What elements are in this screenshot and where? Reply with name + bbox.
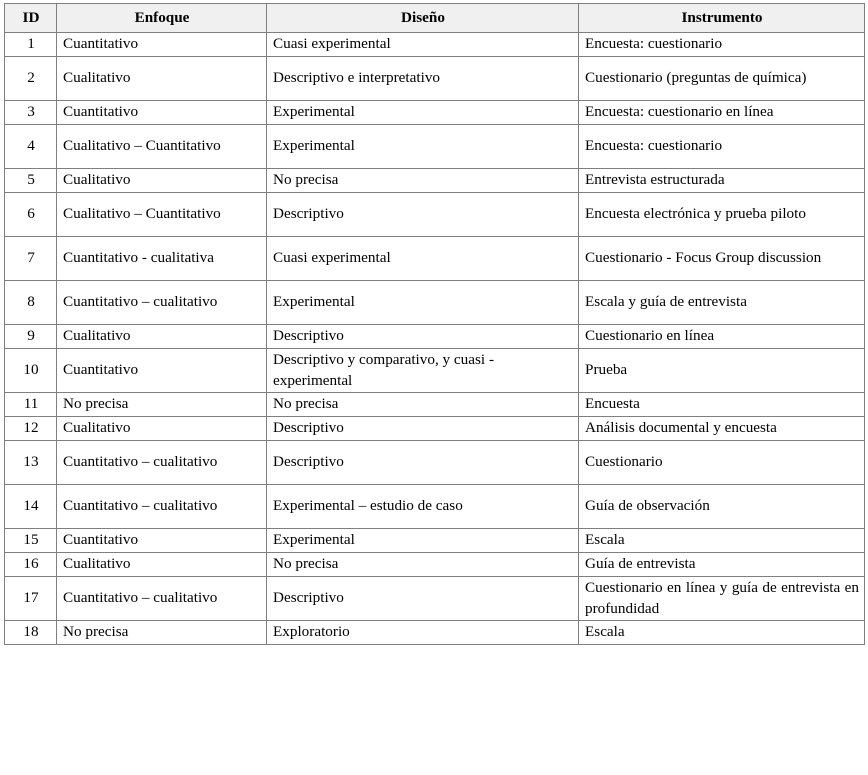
cell-diseno-text: Descriptivo y comparativo, y cuasi - experimental <box>273 351 494 389</box>
cell-instrumento-text: Cuestionario en línea <box>585 327 715 345</box>
cell-enfoque-text: No precisa <box>63 395 129 413</box>
cell-enfoque <box>57 193 267 237</box>
cell-id <box>5 193 57 237</box>
cell-instrumento <box>579 393 865 417</box>
cell-instrumento <box>579 281 865 325</box>
cell-instrumento-text: Cuestionario (preguntas de química) <box>585 69 807 87</box>
cell-id <box>5 57 57 101</box>
cell-instrumento <box>579 349 865 393</box>
cell-enfoque-text: Cuantitativo – cualitativo <box>63 497 218 515</box>
table-row <box>5 485 865 529</box>
cell-instrumento-text: Encuesta <box>585 395 640 413</box>
cell-diseno-text: No precisa <box>273 395 339 413</box>
cell-instrumento-text: Escala <box>585 531 625 549</box>
cell-id <box>5 553 57 577</box>
cell-diseno <box>267 621 579 645</box>
cell-enfoque-text: Cualitativo – Cuantitativo <box>63 137 221 155</box>
cell-id <box>5 169 57 193</box>
cell-id-text: 7 <box>27 249 35 267</box>
cell-id-text: 8 <box>27 293 35 311</box>
cell-instrumento <box>579 621 865 645</box>
cell-enfoque-text: Cualitativo <box>63 419 131 437</box>
table-row <box>5 393 865 417</box>
cell-enfoque-text: Cualitativo <box>63 555 131 573</box>
table-row <box>5 169 865 193</box>
cell-enfoque-text: Cuantitativo <box>63 35 139 53</box>
cell-id-text: 17 <box>23 589 39 607</box>
table-row <box>5 101 865 125</box>
cell-id <box>5 621 57 645</box>
table-row <box>5 193 865 237</box>
column-header-diseno: Diseño <box>267 4 579 33</box>
cell-enfoque <box>57 101 267 125</box>
cell-id-text: 6 <box>27 205 35 223</box>
table-row <box>5 125 865 169</box>
cell-instrumento <box>579 101 865 125</box>
cell-id-text: 3 <box>27 103 35 121</box>
cell-enfoque-text: Cuantitativo <box>63 103 139 121</box>
cell-diseno-text: Descriptivo e interpretativo <box>273 69 441 87</box>
cell-diseno <box>267 485 579 529</box>
table-header <box>5 4 865 33</box>
table-row <box>5 325 865 349</box>
cell-instrumento <box>579 529 865 553</box>
cell-diseno <box>267 33 579 57</box>
cell-instrumento <box>579 237 865 281</box>
cell-diseno-text: Cuasi experimental <box>273 35 391 53</box>
table-row <box>5 529 865 553</box>
cell-instrumento <box>579 33 865 57</box>
cell-id <box>5 577 57 621</box>
cell-instrumento-text: Guía de entrevista <box>585 555 696 573</box>
research-methods-table <box>4 3 865 645</box>
cell-id <box>5 325 57 349</box>
cell-diseno-text: Descriptivo <box>273 205 344 223</box>
table-row <box>5 281 865 325</box>
cell-instrumento <box>579 57 865 101</box>
cell-instrumento <box>579 417 865 441</box>
column-header-enfoque: Enfoque <box>57 4 267 33</box>
cell-enfoque-text: Cuantitativo <box>63 531 139 549</box>
cell-id <box>5 125 57 169</box>
cell-enfoque-text: Cualitativo <box>63 327 131 345</box>
cell-enfoque <box>57 577 267 621</box>
cell-id-text: 10 <box>23 361 39 379</box>
cell-diseno <box>267 101 579 125</box>
cell-id-text: 11 <box>23 395 39 413</box>
cell-enfoque <box>57 57 267 101</box>
cell-diseno-text: Cuasi experimental <box>273 249 391 267</box>
cell-enfoque-text: Cualitativo <box>63 171 131 189</box>
table-row <box>5 417 865 441</box>
cell-diseno-text: Experimental <box>273 137 355 155</box>
cell-id-text: 2 <box>27 69 35 87</box>
cell-diseno-text: Experimental <box>273 103 355 121</box>
cell-diseno <box>267 349 579 393</box>
cell-id-text: 15 <box>23 531 39 549</box>
cell-instrumento <box>579 325 865 349</box>
cell-id-text: 13 <box>23 453 39 471</box>
cell-id-text: 1 <box>27 35 35 53</box>
cell-diseno-text: No precisa <box>273 555 339 573</box>
cell-instrumento <box>579 441 865 485</box>
cell-diseno <box>267 169 579 193</box>
cell-diseno <box>267 441 579 485</box>
cell-diseno <box>267 577 579 621</box>
cell-id <box>5 33 57 57</box>
cell-diseno-text: Experimental <box>273 293 355 311</box>
cell-enfoque <box>57 393 267 417</box>
cell-diseno <box>267 125 579 169</box>
table-row <box>5 349 865 393</box>
cell-enfoque-text: No precisa <box>63 623 129 641</box>
cell-enfoque <box>57 441 267 485</box>
cell-diseno-text: Descriptivo <box>273 589 344 607</box>
column-header-instrumento: Instrumento <box>579 4 865 33</box>
cell-diseno <box>267 237 579 281</box>
table-row <box>5 33 865 57</box>
cell-id-text: 18 <box>23 623 39 641</box>
cell-enfoque-text: Cuantitativo <box>63 361 139 379</box>
cell-instrumento <box>579 577 865 621</box>
cell-enfoque <box>57 281 267 325</box>
cell-instrumento <box>579 125 865 169</box>
cell-diseno <box>267 417 579 441</box>
column-header-id: ID <box>5 4 57 33</box>
cell-id-text: 5 <box>27 171 35 189</box>
cell-instrumento-text: Escala <box>585 623 625 641</box>
cell-instrumento <box>579 553 865 577</box>
cell-instrumento-text: Encuesta: cuestionario <box>585 35 723 53</box>
cell-enfoque <box>57 33 267 57</box>
table-row <box>5 441 865 485</box>
table-row <box>5 577 865 621</box>
cell-id <box>5 349 57 393</box>
cell-diseno <box>267 325 579 349</box>
cell-id <box>5 237 57 281</box>
cell-id-text: 16 <box>23 555 39 573</box>
cell-id <box>5 441 57 485</box>
cell-enfoque <box>57 485 267 529</box>
cell-diseno-text: Experimental <box>273 531 355 549</box>
cell-id-text: 14 <box>23 497 39 515</box>
cell-enfoque-text: Cuantitativo – cualitativo <box>63 589 218 607</box>
cell-enfoque <box>57 553 267 577</box>
table-row <box>5 237 865 281</box>
cell-diseno <box>267 393 579 417</box>
cell-id-text: 4 <box>27 137 35 155</box>
cell-id <box>5 417 57 441</box>
cell-instrumento-text: Escala y guía de entrevista <box>585 293 747 311</box>
cell-id <box>5 281 57 325</box>
cell-diseno <box>267 193 579 237</box>
cell-diseno-text: Descriptivo <box>273 327 344 345</box>
cell-id-text: 12 <box>23 419 39 437</box>
cell-instrumento-text: Cuestionario en línea y guía de entrevista en profundidad <box>585 579 859 617</box>
cell-enfoque-text: Cuantitativo – cualitativo <box>63 293 218 311</box>
cell-instrumento <box>579 193 865 237</box>
header-row <box>5 4 865 33</box>
table-row <box>5 553 865 577</box>
cell-diseno-text: No precisa <box>273 171 339 189</box>
cell-enfoque <box>57 529 267 553</box>
cell-instrumento-text: Cuestionario - Focus Group discussion <box>585 249 822 267</box>
cell-instrumento-text: Guía de observación <box>585 497 710 515</box>
cell-enfoque <box>57 237 267 281</box>
cell-diseno <box>267 529 579 553</box>
cell-instrumento-text: Encuesta: cuestionario <box>585 137 723 155</box>
cell-diseno <box>267 57 579 101</box>
cell-enfoque <box>57 325 267 349</box>
table-row <box>5 57 865 101</box>
cell-diseno-text: Descriptivo <box>273 453 344 471</box>
cell-enfoque <box>57 169 267 193</box>
cell-instrumento-text: Entrevista estructurada <box>585 171 725 189</box>
cell-enfoque <box>57 417 267 441</box>
cell-diseno-text: Experimental – estudio de caso <box>273 497 463 515</box>
cell-diseno <box>267 281 579 325</box>
cell-enfoque-text: Cualitativo <box>63 69 131 87</box>
cell-instrumento-text: Encuesta: cuestionario en línea <box>585 103 774 121</box>
cell-diseno <box>267 553 579 577</box>
cell-id <box>5 485 57 529</box>
cell-instrumento <box>579 485 865 529</box>
cell-id-text: 9 <box>27 327 35 345</box>
cell-enfoque <box>57 349 267 393</box>
cell-id <box>5 393 57 417</box>
cell-instrumento-text: Prueba <box>585 361 628 379</box>
cell-enfoque-text: Cuantitativo – cualitativo <box>63 453 218 471</box>
cell-id <box>5 529 57 553</box>
cell-instrumento-text: Cuestionario <box>585 453 663 471</box>
cell-instrumento-text: Análisis documental y encuesta <box>585 419 777 437</box>
cell-instrumento <box>579 169 865 193</box>
cell-enfoque-text: Cuantitativo - cualitativa <box>63 249 214 267</box>
cell-enfoque <box>57 125 267 169</box>
cell-diseno-text: Exploratorio <box>273 623 350 641</box>
cell-id <box>5 101 57 125</box>
cell-enfoque-text: Cualitativo – Cuantitativo <box>63 205 221 223</box>
cell-enfoque <box>57 621 267 645</box>
cell-instrumento-text: Encuesta electrónica y prueba piloto <box>585 205 806 223</box>
table-row <box>5 621 865 645</box>
table-body <box>5 33 865 645</box>
cell-diseno-text: Descriptivo <box>273 419 344 437</box>
